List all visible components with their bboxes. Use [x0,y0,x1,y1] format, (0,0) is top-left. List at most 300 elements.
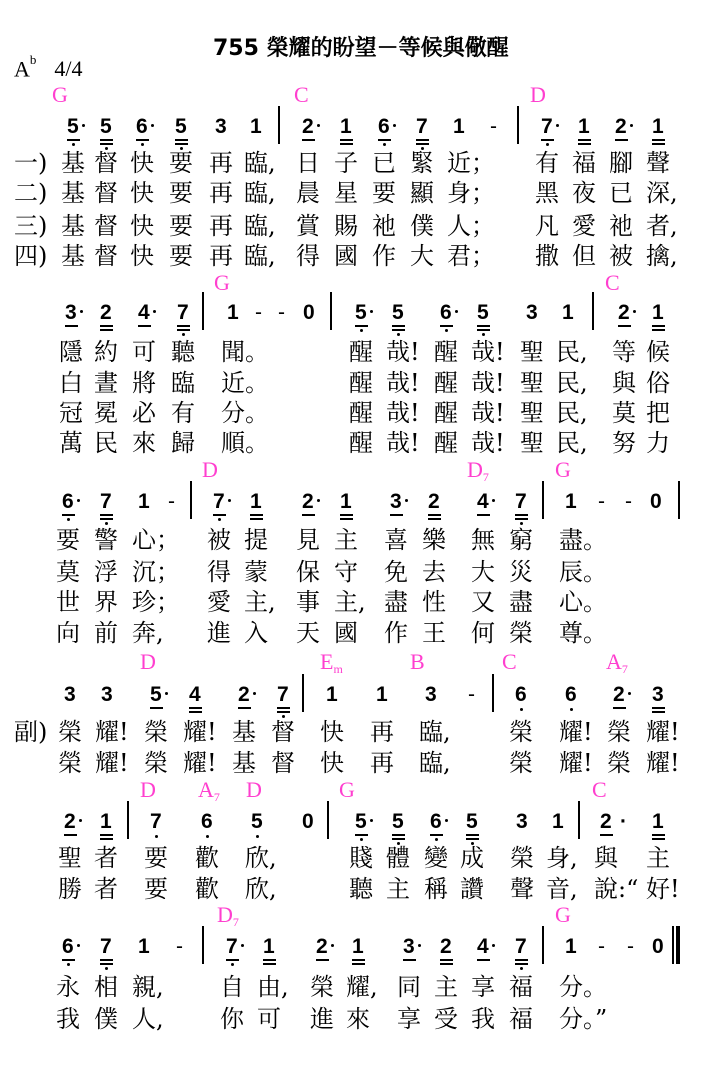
lyric-syllable: 哉! [386,399,420,427]
lyric-syllable: 醒 [349,429,373,457]
note [477,301,491,341]
underline [390,514,403,516]
note-digit: 1 [263,935,275,958]
lyric-syllable: 晨 [296,179,320,207]
underline [100,329,113,331]
underline [652,325,665,327]
note-digit: 2 [302,490,314,513]
note-digit: 7 [515,935,527,958]
lyric-syllable: 基 [232,749,256,777]
underline [64,834,77,836]
lyric-syllable: 愛 [207,588,231,616]
note [477,490,491,530]
note [565,935,579,975]
note-digit: 5 [477,301,489,324]
lyric-syllable: 界 [94,588,118,616]
lyric-syllable: 福 [509,973,533,1001]
lyric-syllable: 臨, [419,718,451,746]
lyric-syllable: 喜 [384,526,408,554]
lyric-syllable: 督 [271,749,295,777]
lyric-syllable: 醒 [349,369,373,397]
lyric-syllable: 力 [646,429,670,457]
chord-symbol [140,779,156,801]
note-digit: 1 [652,810,664,833]
lyric-syllable: 耀! [183,749,217,777]
underline [466,834,479,836]
lyric-syllable: 蒙 [244,558,268,586]
chord-symbol [410,651,425,673]
lyric-syllable: 你 [220,1005,244,1033]
augmentation-dot [77,499,80,502]
lyric-syllable: 榮 [58,749,82,777]
lyric-syllable: 福 [572,149,596,177]
symbol: · [620,810,627,833]
lyric-syllable: 窮 [509,526,533,554]
note [618,301,632,341]
low-octave-dot [546,143,549,146]
lyric-syllable: 醒 [434,338,458,366]
lyric-syllable: 變 [424,844,448,872]
low-octave-dot [397,333,400,336]
note [62,490,76,530]
note-digit: 2 [316,935,328,958]
underline [440,963,453,965]
note [138,935,152,975]
low-octave-dot [520,522,523,525]
chord-root: C [605,270,620,295]
lyric-syllable: 基 [61,242,85,270]
chord-root: G [555,902,571,927]
note-digit: 6 [378,115,390,138]
low-octave-dot [231,963,234,966]
note-digit: 5 [150,683,162,706]
underline [652,834,665,836]
lyric-syllable: 得 [207,558,231,586]
verse-label: 一) [14,149,48,177]
lyric-syllable: 祂 [372,212,396,240]
note [277,683,291,723]
note-digit: 2 [428,490,440,513]
lyric-syllable: 被 [609,242,633,270]
underline [277,707,290,709]
underline [578,143,591,145]
underline [189,707,202,709]
note-digit: 3 [516,810,528,833]
lyric-syllable: 由, [257,973,289,1001]
barline [190,481,192,519]
lyric-syllable: 基 [61,179,85,207]
lyric-syllable: 成 [460,844,484,872]
underline [403,959,416,961]
lyric-syllable: 提 [244,526,268,554]
lyric-syllable: 快 [130,179,154,207]
underline [652,329,665,331]
augmentation-dot [556,124,559,127]
lyric-syllable: 榮 [607,749,631,777]
note-digit: 2 [64,810,76,833]
note-digit: 1 [565,490,577,513]
chord-root: D [217,902,233,927]
chord-root: C [294,82,309,107]
underline [615,139,628,141]
lyric-syllable: 者 [94,844,118,872]
note-digit: 0 [652,935,664,958]
augmentation-dot [253,692,256,695]
lyric-syllable: 要 [169,212,193,240]
note-digit: 7 [100,490,112,513]
note-digit: 1 [100,810,112,833]
lyric-syllable: 體 [386,844,410,872]
chord-root: G [555,457,571,482]
lyric-syllable: 耀! [95,749,129,777]
lyric-syllable: 督 [94,242,118,270]
chord-root: G [52,82,68,107]
chord-quality: 7 [213,790,220,804]
low-octave-dot [360,838,363,841]
note-digit: 3 [403,935,415,958]
underline [250,514,263,516]
lyric-syllable: 督 [94,179,118,207]
underline [177,325,190,327]
lyric-syllable: 顯 [410,179,434,207]
underline [100,959,113,961]
lyric-syllable: 再 [209,149,233,177]
lyric-syllable: 要 [144,844,168,872]
augmentation-dot [393,124,396,127]
lyric-syllable: 冠 [59,399,83,427]
lyric-syllable: 凡 [535,212,559,240]
augmentation-dot [80,310,83,313]
note-digit: 5 [175,115,187,138]
augmentation-dot [370,310,373,313]
lyric-syllable: 已 [372,149,396,177]
lyric-syllable: 莫 [56,558,80,586]
underline [316,959,329,961]
note [138,490,152,530]
note-digit: 7 [416,115,428,138]
lyric-syllable: 快 [320,718,344,746]
underline [378,139,391,141]
verse-label: 副) [14,718,48,746]
lyric-syllable: 要 [56,526,80,554]
note [562,301,576,341]
lyric-syllable: 聖 [58,844,82,872]
note [302,490,316,530]
lyric-syllable: 耀! [559,749,593,777]
lyric-syllable: 來 [132,429,156,457]
note-extension-dash [598,490,612,530]
note-digit: 6 [515,683,527,706]
chord-root: G [339,777,355,802]
lyric-syllable: 盡 [509,588,533,616]
underline [62,959,75,961]
lyric-syllable: 民, [556,399,588,427]
lyric-syllable: 快 [320,749,344,777]
note-digit: 2 [615,115,627,138]
note-digit: 5 [392,810,404,833]
lyric-syllable: 樂 [422,526,446,554]
lyric-syllable: 榮 [310,973,334,1001]
lyric-syllable: 主 [386,875,410,903]
lyric-syllable: 近； [447,149,495,177]
augmentation-dot [153,310,156,313]
lyric-syllable: 基 [61,149,85,177]
lyric-syllable: 愛 [572,212,596,240]
note-digit: 1 [376,683,388,706]
note-digit: 7 [515,490,527,513]
underline [392,329,405,331]
chord-symbol [294,84,309,106]
note-digit: 3 [425,683,437,706]
note [138,301,152,341]
hymn-title: 755 榮耀的盼望－等候與儆醒 [213,36,509,61]
chord-root: A [606,649,622,674]
note-digit: 2 [618,301,630,324]
lyric-syllable: 耀! [646,749,680,777]
underline [392,838,405,840]
underline [355,834,368,836]
augmentation-dot [228,499,231,502]
lyric-syllable: 要 [372,179,396,207]
chord-root: E [320,649,334,674]
lyric-syllable: 耀! [95,718,129,746]
note-digit: 4 [189,683,201,706]
lyric-syllable: 世 [56,588,80,616]
lyric-syllable: 耀, [346,973,378,1001]
note-digit: 0 [302,810,314,833]
lyric-syllable: 王 [422,619,446,647]
lyric-syllable: 來 [346,1005,370,1033]
lyric-syllable: 聲 [510,875,534,903]
underline [440,325,453,327]
note-extension-dash [625,490,639,530]
low-octave-dot [72,143,75,146]
augmentation-dot [82,124,85,127]
lyric-syllable: 心； [132,526,180,554]
barline [127,801,129,839]
lyric-syllable: 臨, [244,242,276,270]
lyric-syllable: 聲 [646,149,670,177]
lyric-syllable: 我 [471,1005,495,1033]
lyric-syllable: 醒 [434,369,458,397]
lyric-syllable: 有 [535,149,559,177]
underline [428,514,441,516]
lyric-syllable: 晝 [94,369,118,397]
lyric-syllable: 臨, [244,179,276,207]
chord-root: D [530,82,546,107]
chord-symbol [246,779,262,801]
lyric-syllable: 得 [296,242,320,270]
underline [652,838,665,840]
underline [340,514,353,516]
lyric-syllable: 臨, [419,749,451,777]
lyric-syllable: 再 [370,718,394,746]
lyric-syllable: 快 [130,242,154,270]
low-octave-dot [155,835,158,838]
note-digit: 5 [355,301,367,324]
augmentation-dot [455,310,458,313]
note [213,490,227,530]
underline [515,518,528,520]
note-digit: 4 [477,490,489,513]
note-digit: 3 [652,683,664,706]
note-digit: 1 [352,935,364,958]
augmentation-dot [317,499,320,502]
chord-root: D [246,777,262,802]
note [226,935,240,975]
lyric-syllable: 隱 [59,338,83,366]
underline [466,838,479,840]
lyric-syllable: 聞。 [221,338,269,366]
note-digit: 5 [355,810,367,833]
underline [263,959,276,961]
lyric-syllable: 享 [397,1005,421,1033]
lyric-syllable: 聖 [520,369,544,397]
underline [177,329,190,331]
lyric-syllable: 入 [244,619,268,647]
lyric-syllable: 賤 [349,844,373,872]
lyric-syllable: 榮 [510,844,534,872]
note-digit: 1 [453,115,465,138]
underline [652,143,665,145]
lyric-syllable: 歡 [195,844,219,872]
note-digit: 1 [138,490,150,513]
underline [477,959,490,961]
barline [542,481,544,519]
final-barline [672,926,680,964]
note-extension-dash [168,490,182,530]
note-digit: 1 [565,935,577,958]
note-digit: 6 [565,683,577,706]
lyric-syllable: 祂 [609,212,633,240]
lyric-syllable: 基 [232,718,256,746]
underline [65,325,78,327]
lyric-syllable: 民, [556,429,588,457]
lyric-syllable: 再 [209,242,233,270]
lyric-syllable: 醒 [434,429,458,457]
low-octave-dot [482,333,485,336]
chord-symbol [555,904,571,926]
lyric-syllable: 免 [384,558,408,586]
low-octave-dot [360,329,363,332]
note-digit: 7 [541,115,553,138]
lyric-syllable: 必 [132,399,156,427]
rest [652,935,666,975]
lyric-syllable: 哉! [471,429,505,457]
note [425,683,439,723]
lyric-syllable: 哉! [471,369,505,397]
lyric-syllable: 與 [594,844,618,872]
lyric-syllable: 主 [434,973,458,1001]
underline [136,139,149,141]
low-octave-dot [182,333,185,336]
underline [515,514,528,516]
lyric-syllable: 賜 [334,212,358,240]
note [652,683,666,723]
underline [515,963,528,965]
note [326,683,340,723]
lyric-syllable: 哉! [471,338,505,366]
lyric-syllable: 者, [646,212,678,240]
underline [277,711,290,713]
symbol: - [468,683,475,706]
lyric-syllable: 醒 [349,399,373,427]
lyric-syllable: 哉! [386,369,420,397]
lyric-syllable: 哉! [471,399,505,427]
lyric-syllable: 臨 [171,369,195,397]
lyric-syllable: 民, [556,369,588,397]
symbol: - [627,935,634,958]
lyric-syllable: 進 [310,1005,334,1033]
chord-symbol [320,651,343,676]
note [376,683,390,723]
chord-root: B [410,649,425,674]
lyric-syllable: 事 [296,588,320,616]
barline [542,926,544,964]
chord-symbol [339,779,355,801]
lyric-syllable: 再 [209,179,233,207]
lyric-syllable: 快 [130,212,154,240]
lyric-syllable: 相 [94,973,118,1001]
chord-quality: 7 [482,470,489,484]
note [352,935,366,975]
lyric-syllable: 深, [646,179,678,207]
lyric-syllable: 聖 [520,429,544,457]
note [390,490,404,530]
note-digit: 3 [526,301,538,324]
low-octave-dot [105,967,108,970]
chord-quality: 7 [232,915,239,929]
lyric-syllable: 白 [59,369,83,397]
underline [238,707,251,709]
chord-root: D [202,457,218,482]
note-digit: 3 [390,490,402,513]
note-digit: 1 [552,810,564,833]
note [515,490,529,530]
lyric-syllable: 近。 [221,369,269,397]
lyric-syllable: 君； [447,242,495,270]
lyric-syllable: 把 [646,399,670,427]
note [189,683,203,723]
lyric-syllable: 榮 [58,718,82,746]
low-octave-dot [67,518,70,521]
underline [175,143,188,145]
note-digit: 6 [440,301,452,324]
note [565,683,579,723]
chord-root: A [198,777,214,802]
symbol: - [490,115,497,138]
underline [618,325,631,327]
key-accidental: b [29,52,37,67]
note-extension-dash [255,301,269,341]
lyric-syllable: 但 [572,242,596,270]
augmentation-dot [165,692,168,695]
chord-symbol [530,84,546,106]
note-digit: 5 [466,810,478,833]
note [565,490,579,530]
lyric-syllable: 醒 [434,399,458,427]
barline [330,292,332,330]
symbol: - [168,490,175,513]
verse-label: 二) [14,179,48,207]
lyric-syllable: 要 [169,149,193,177]
note-digit: 3 [65,301,77,324]
lyric-syllable: 臨, [244,149,276,177]
low-octave-dot [520,967,523,970]
note-digit: 5 [392,301,404,324]
barline [202,926,204,964]
augmentation-dot [405,499,408,502]
